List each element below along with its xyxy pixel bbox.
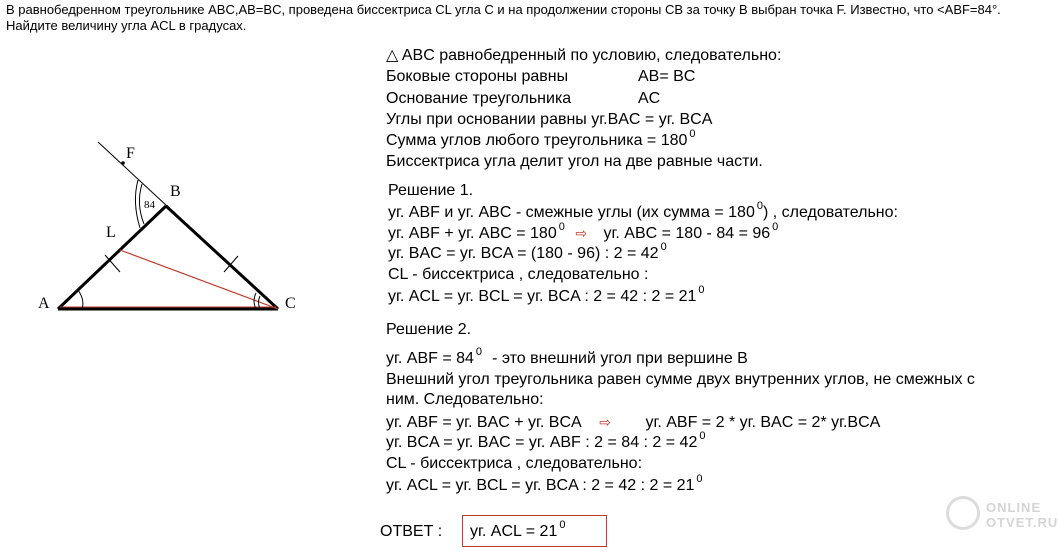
- label-c: C: [285, 295, 296, 312]
- lightbulb-icon: [946, 496, 980, 530]
- label-l: L: [106, 224, 116, 241]
- side-ab: [58, 206, 166, 309]
- solution1-line1: уг. ABF и уг. ABC - смежные углы (их сумма = 180 $^0$) , следовательно:: [388, 200, 898, 221]
- given-bisector-line: Биссектриса угла делит угол на две равные части.: [386, 153, 763, 170]
- implies-arrow-icon: ⇨: [599, 414, 612, 430]
- solution2-line5: уг. BCA = уг. BAC = уг. ABF : 2 = 84 : 2 = 42 $^0$: [386, 430, 706, 451]
- label-f: F: [126, 145, 135, 162]
- given-base-label: Основание треугольника: [386, 90, 572, 107]
- solution2-line6: CL - биссектриса , следовательно:: [386, 455, 643, 472]
- answer-value: уг. ACL = 21 $^0$: [470, 519, 566, 540]
- given-sum-line: Сумма углов любого треугольника = 180 $^0$: [386, 128, 696, 149]
- solution2-line1: уг. ABF = 84 $^0$ - это внешний угол при вершине B: [386, 346, 748, 367]
- solution1-line3: уг. BAC = уг. BCA = (180 - 96) : 2 = 42 $^0$: [388, 241, 667, 262]
- triangle-figure: [20, 120, 340, 450]
- solution2-line4: уг. ABF = уг. BAC + уг. BCA ⇨ уг. ABF = 2 * уг. BAC = 2* уг.BCA: [386, 414, 881, 431]
- triangle-symbol-icon: △: [386, 47, 399, 64]
- side-bc: [166, 206, 278, 309]
- given-sides-value: AB= BC: [638, 68, 696, 85]
- solution1-line5: уг. ACL = уг. BCL = уг. BCA : 2 = 42 : 2 = 21 $^0$: [388, 284, 705, 305]
- given-base-value: AC: [638, 90, 661, 107]
- solution2-line7: уг. ACL = уг. BCL = уг. BCA : 2 = 42 : 2 = 21 $^0$: [386, 473, 703, 494]
- solution1-line2: уг. ABF + уг. ABC = 180 $^0$ ⇨ уг. ABC = 180 - 84 = 96 $^0$: [388, 221, 779, 242]
- angle-label-84: 84: [144, 199, 155, 211]
- solution2-line2: Внешний угол треугольника равен сумме двух внутренних углов, не смежных с: [386, 371, 975, 388]
- problem-statement: [6, 2, 1001, 34]
- given-angles-line: Углы при основании равны уг.BAC = уг. BCA: [386, 111, 713, 128]
- given-sides-label: Боковые стороны равны: [386, 68, 569, 85]
- implies-arrow-icon: ⇨: [575, 225, 588, 241]
- problem-line-2: Найдите величину угла ACL в градусах.: [6, 18, 247, 33]
- angle-arc-a: [78, 290, 83, 309]
- answer-label: ОТВЕТ :: [380, 523, 443, 540]
- solution1-title: Решение 1.: [388, 182, 474, 199]
- given-intro: △ ABC равнобедренный по условию, следовательно:: [386, 47, 782, 64]
- label-a: A: [38, 295, 50, 312]
- solution2-title: Решение 2.: [386, 321, 472, 338]
- watermark: ONLINE OTVET.RU: [986, 500, 1059, 530]
- point-f-dot: [121, 161, 125, 165]
- problem-line-1: В равнобедренном треугольнике ABC,AB=BC, проведена биссектриса CL угла С и на продолжении стороны CB за точку B выбран точка F. Известно, что <ABF=84°.: [6, 2, 1001, 17]
- solution1-line4: CL - биссектриса , следовательно :: [388, 266, 649, 283]
- solution2-line3: ним. Следовательно:: [386, 391, 544, 408]
- label-b: B: [170, 183, 181, 200]
